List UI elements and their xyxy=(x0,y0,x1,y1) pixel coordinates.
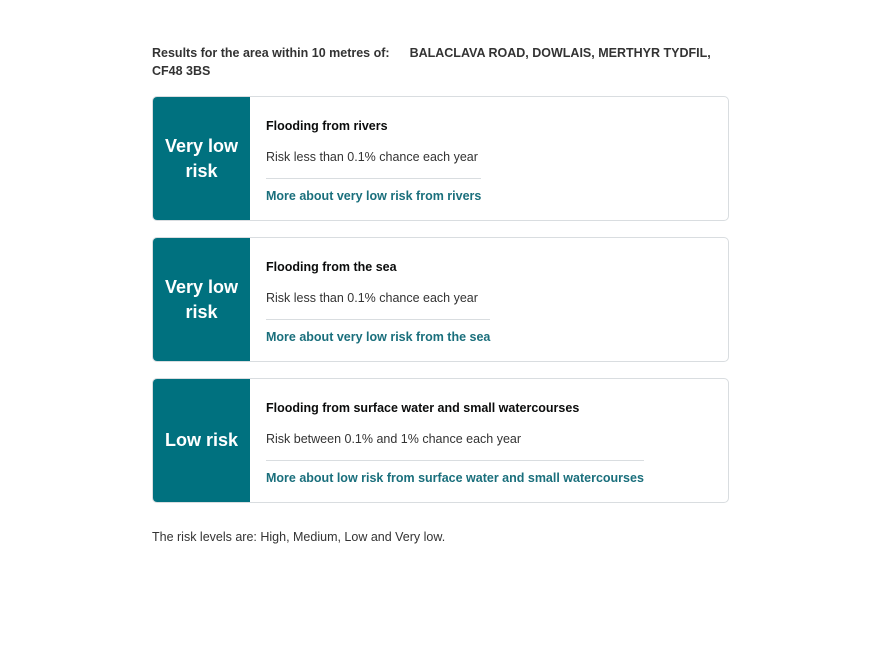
risk-card-body xyxy=(250,97,728,220)
risk-card-description: Risk less than 0.1% chance each year xyxy=(266,150,478,164)
risk-card-body xyxy=(250,379,728,502)
more-about-sea-link[interactable]: More about very low risk from the sea xyxy=(266,330,491,344)
risk-level-badge xyxy=(153,379,250,502)
risk-card-title: Flooding from surface water and small watercourses xyxy=(266,401,580,415)
risk-levels-note: The risk levels are: High, Medium, Low and Very low. xyxy=(152,530,446,544)
risk-card-title: Flooding from rivers xyxy=(266,119,388,133)
risk-card-description: Risk between 0.1% and 1% chance each year xyxy=(266,432,522,446)
risk-card-link-divider xyxy=(266,460,644,487)
risk-level-badge xyxy=(153,97,250,220)
risk-level-text: Very low risk xyxy=(164,276,239,322)
risk-level-text: Very low risk xyxy=(164,135,239,181)
results-summary xyxy=(152,44,729,80)
risk-card-link-divider xyxy=(266,178,481,205)
risk-card-description: Risk less than 0.1% chance each year xyxy=(266,291,478,305)
more-about-surface-water-link[interactable]: More about low risk from surface water and small watercourses xyxy=(266,471,644,485)
risk-card-title: Flooding from the sea xyxy=(266,260,397,274)
results-label: Results for the area within 10 metres of: xyxy=(152,46,390,60)
risk-card-rivers xyxy=(152,96,729,221)
results-container xyxy=(152,44,729,503)
risk-level-text: Low risk xyxy=(164,430,239,450)
risk-card-surface-water xyxy=(152,378,729,503)
results-address: BALACLAVA ROAD, DOWLAIS, MERTHYR TYDFIL, CF48 3BS xyxy=(152,46,711,78)
risk-card-link-divider xyxy=(266,319,490,346)
risk-card-sea xyxy=(152,237,729,362)
more-about-rivers-link[interactable]: More about very low risk from rivers xyxy=(266,189,482,203)
risk-level-badge xyxy=(153,238,250,361)
risk-card-body xyxy=(250,238,728,361)
